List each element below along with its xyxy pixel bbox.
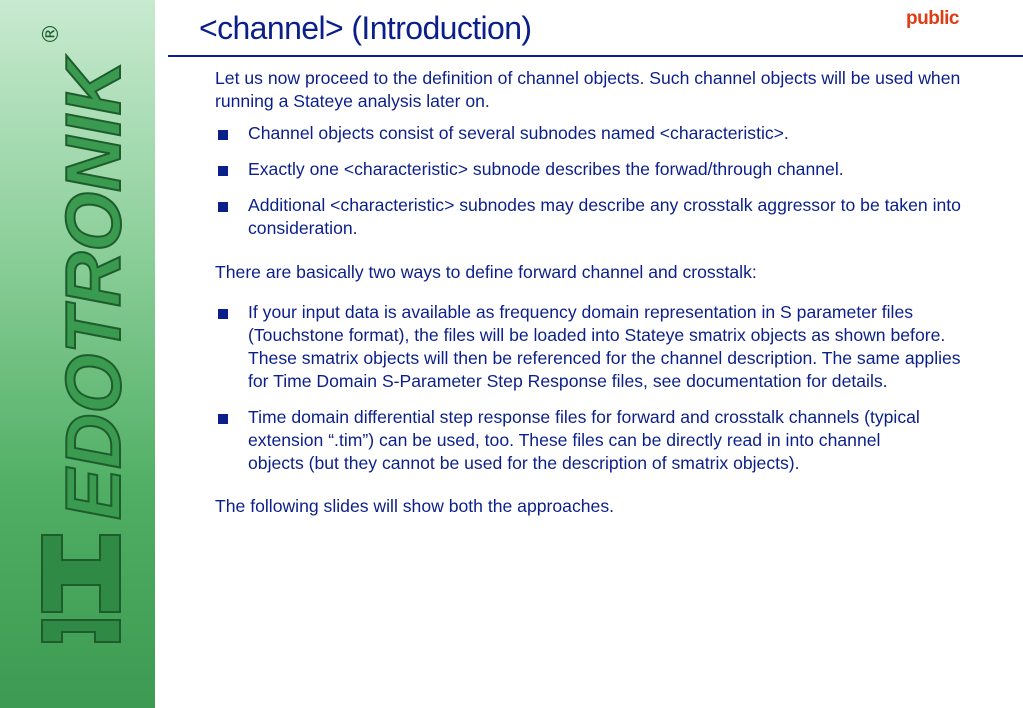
brand-sidebar — [0, 0, 155, 708]
title-divider — [168, 55, 1023, 57]
intro-paragraph: Let us now proceed to the definition of channel objects. Such channel objects will be used when running a Stateye analysis later on. — [215, 68, 961, 111]
square-bullet-icon — [218, 414, 228, 424]
logo-wordmark: EDOTRONIK — [49, 52, 137, 520]
classification-label: public — [906, 8, 959, 29]
square-bullet-icon — [218, 166, 228, 176]
square-bullet-icon — [218, 130, 228, 140]
bullet-text: Exactly one <characteristic> subnode describes the forwad/through channel. — [248, 159, 844, 179]
square-bullet-icon — [218, 202, 228, 212]
ways-paragraph: There are basically two ways to define forward channel and crosstalk: — [215, 262, 757, 282]
bullet-text: Channel objects consist of several subnodes named <characteristic>. — [248, 123, 789, 143]
closing-paragraph: The following slides will show both the approaches. — [215, 496, 615, 516]
page-title: <channel> (Introduction) — [199, 10, 532, 46]
bullet-item — [215, 194, 968, 240]
bullet-text: Additional <characteristic> subnodes may describe any crosstalk aggressor to be taken into consideration. — [248, 195, 961, 238]
bullet-item — [215, 122, 975, 145]
edotronik-logo — [0, 0, 155, 708]
bullet-item — [215, 406, 938, 475]
registered-mark: ® — [39, 23, 64, 45]
hf-logo-mark-icon — [42, 535, 120, 642]
square-bullet-icon — [218, 309, 228, 319]
bullet-item — [215, 301, 975, 393]
slide-body — [215, 67, 975, 518]
bullet-text: If your input data is available as frequency domain representation in S parameter files (Touchstone format), the files will be loaded into Stateye smatrix objects as shown before. These smatrix objects will then be referenced for the channel description. The same applies for Time Domain S-Parameter Step Response files, see documentation for details. — [248, 302, 961, 391]
bullet-text: Time domain differential step response files for forward and crosstalk channels (typical extension “.tim”) can be used, too. These files can be directly read in into channel objects (but they cannot be used for the description of smatrix objects). — [248, 407, 920, 473]
bullet-item — [215, 158, 975, 181]
